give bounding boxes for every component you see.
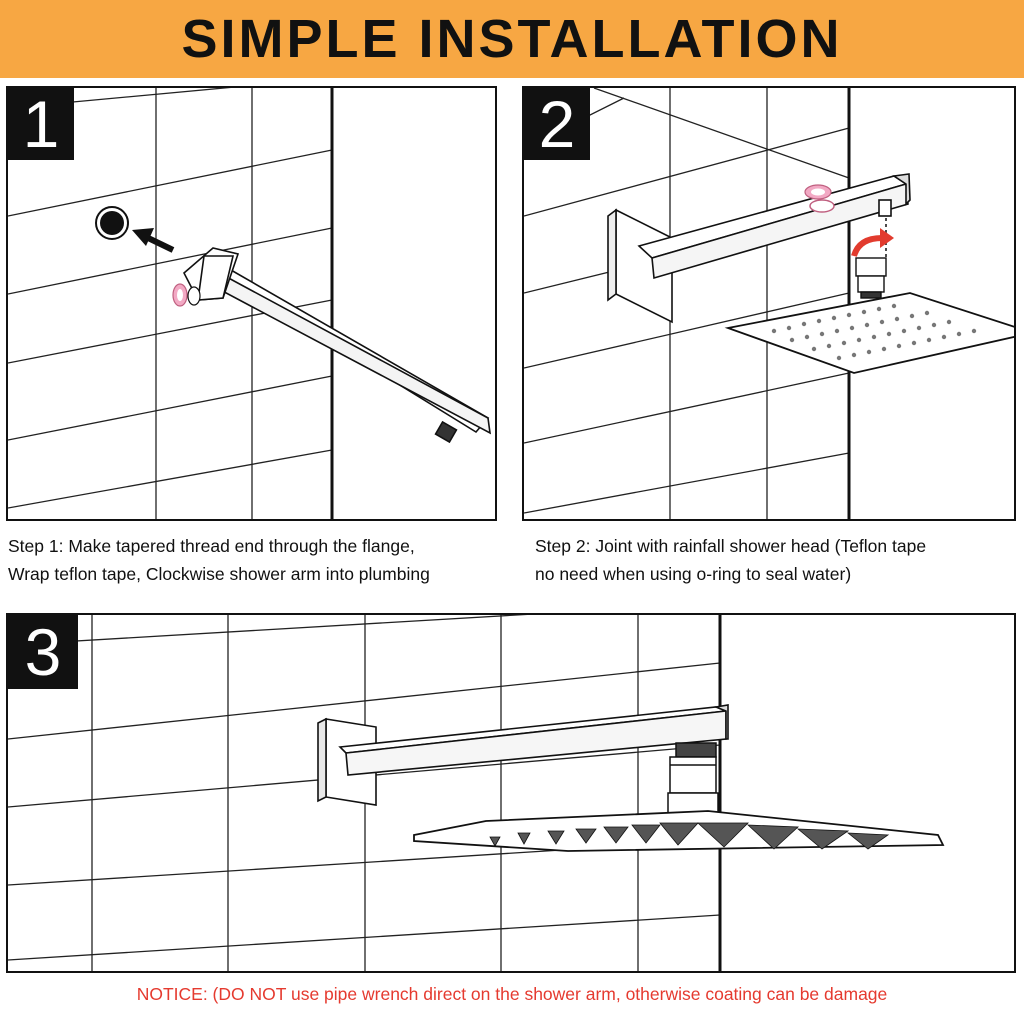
step-2-number: 2 [524, 88, 590, 160]
shower-head [728, 293, 1016, 373]
step-2-caption [535, 532, 926, 588]
notice-text: NOTICE: (DO NOT use pipe wrench direct on the shower arm, otherwise coating can be damage [136, 984, 888, 1004]
step-3-panel [6, 613, 1016, 973]
step-2-illustration [524, 88, 1016, 521]
step-1-number: 1 [8, 88, 74, 160]
step-1-panel [6, 86, 497, 521]
ball-joint [856, 258, 886, 298]
step-1-caption [8, 532, 430, 588]
banner-title: SIMPLE INSTALLATION [181, 9, 843, 69]
ball-joint [668, 743, 718, 813]
arrow-left-icon [132, 228, 173, 250]
step-2-caption-line: Step 2: Joint with rainfall shower head (Teflon tape [535, 536, 927, 556]
step-3-illustration [8, 615, 1016, 973]
step-1-caption-line: Step 1: Make tapered thread end through the flange, [8, 536, 415, 556]
step-3-number: 3 [8, 615, 78, 689]
title-banner [0, 0, 1024, 78]
step-2-caption-line: no need when using o-ring to seal water) [535, 564, 852, 584]
shower-head [414, 811, 943, 851]
pipe-hole-icon [96, 207, 128, 239]
step-1-illustration [8, 88, 497, 521]
step-1-caption-line: Wrap teflon tape, Clockwise shower arm into plumbing [8, 564, 430, 584]
step-2-panel [522, 86, 1016, 521]
curved-arrow-icon [854, 228, 894, 256]
shower-arm [184, 248, 490, 442]
o-ring-icon [173, 284, 200, 306]
